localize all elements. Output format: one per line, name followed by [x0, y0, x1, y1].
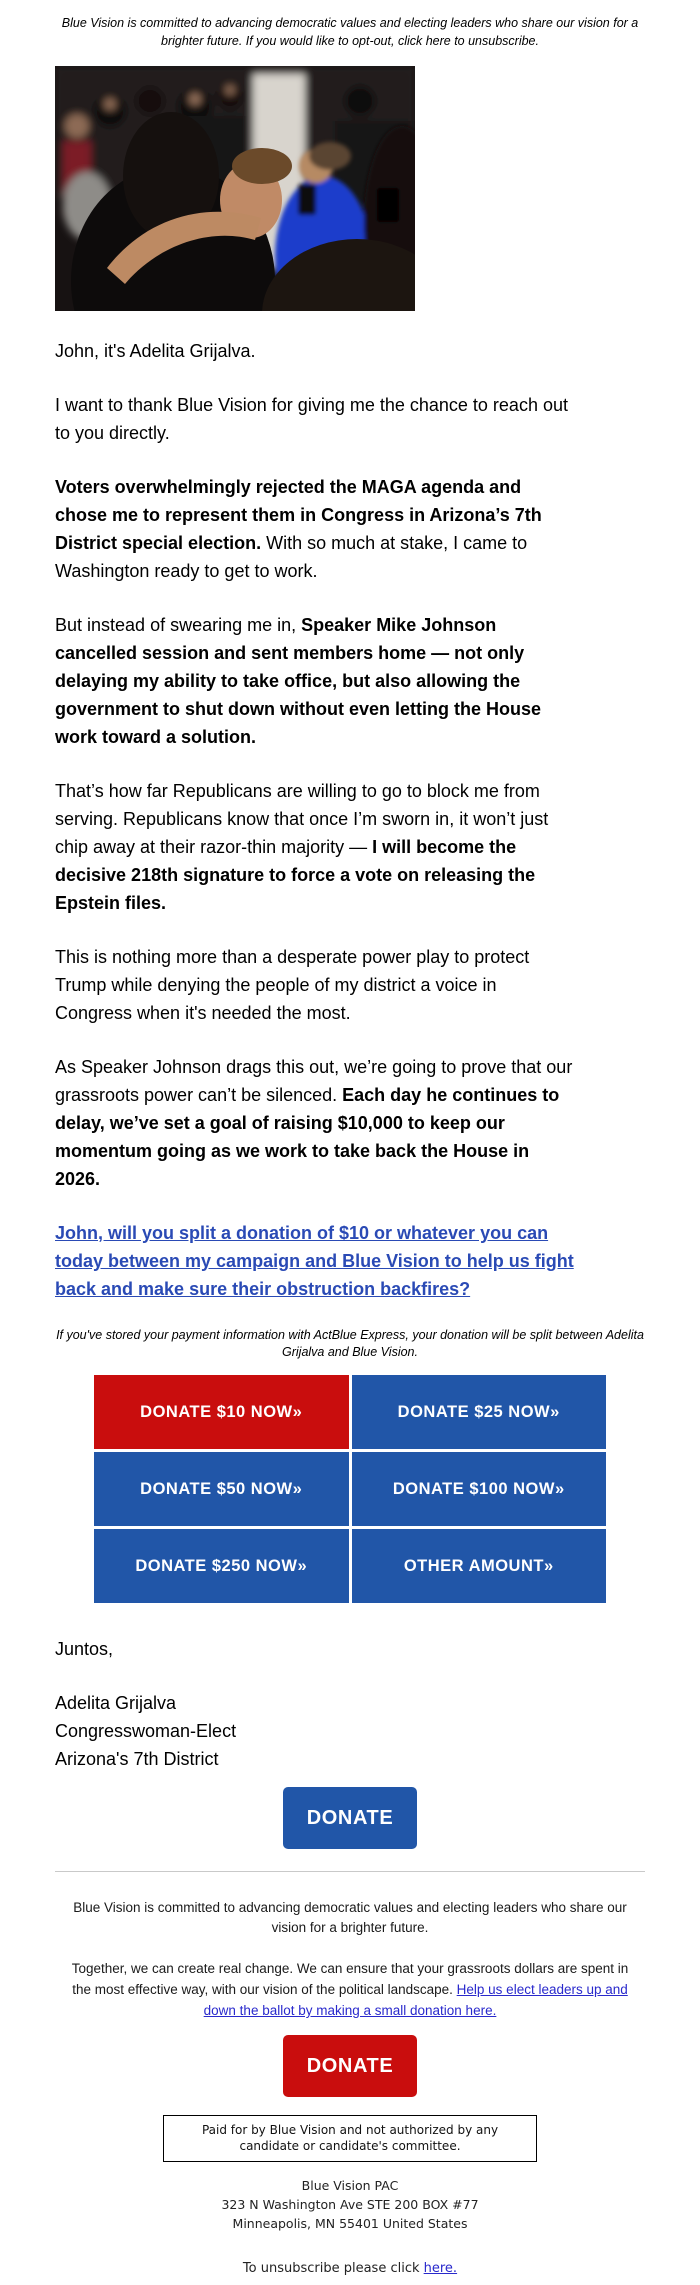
text-line: Congress when it's needed the most. [55, 1003, 351, 1023]
text-run: cancelled session and sent members home — not only [55, 643, 525, 663]
text-line: Together, we can create real change. We can ensure that your grassroots dollars are spent in [71, 1961, 629, 1976]
text-run: With so much at stake, I came to [261, 533, 528, 553]
text-line [55, 1081, 645, 1109]
signature-title: Congresswoman-Elect [55, 1721, 237, 1741]
donate-100-button[interactable]: DONATE $100 NOW» [352, 1452, 607, 1526]
text-line: to you directly. [55, 423, 170, 443]
text-run: 2026. [55, 1169, 101, 1189]
text-run: District special election. [55, 533, 262, 553]
text-run: chose me to represent them in Congress in Arizona’s 7th [55, 505, 542, 525]
text-line [55, 861, 645, 889]
text-line [55, 639, 645, 667]
signoff-salutation: Juntos, [55, 1639, 114, 1659]
text-line [55, 695, 645, 723]
text-run: To unsubscribe please click [242, 2261, 424, 2276]
unsubscribe-link[interactable]: here. [423, 2261, 458, 2276]
paragraph-power-play [55, 943, 645, 1027]
opt-out-unsubscribe-link[interactable]: click here to unsubscribe. [397, 34, 539, 48]
text-run: chip away at their razor-thin majority — [55, 837, 373, 857]
text-run: delay, we’ve set a goal of raising $10,000 to keep our [55, 1113, 505, 1133]
text-line [55, 889, 645, 917]
text-run: grassroots power can’t be silenced. [55, 1085, 343, 1105]
header-disclaimer [55, 14, 645, 50]
text-line: John, it's Adelita Grijalva. [55, 341, 256, 361]
org-city: Minneapolis, MN 55401 United States [232, 2216, 468, 2231]
paragraph-goal [55, 1053, 645, 1193]
paid-for-disclaimer-box [163, 2115, 537, 2162]
org-street: 323 N Washington Ave STE 200 BOX #77 [221, 2197, 479, 2212]
signature-district: Arizona's 7th District [55, 1749, 219, 1769]
text-line [55, 32, 645, 50]
text-run: momentum going as we work to take back the House in [55, 1141, 530, 1161]
text-run: Speaker Mike Johnson [301, 615, 497, 635]
signoff [55, 1635, 645, 1773]
text-line: If you've stored your payment information with ActBlue Express, your donation will be split between Adelita [56, 1328, 644, 1342]
text-line [55, 1137, 645, 1165]
paragraph-speaker-johnson [55, 611, 645, 751]
text-run: Each day he continues to [342, 1085, 560, 1105]
text-line: Trump while denying the people of my district a voice in [55, 975, 497, 995]
text-line: I want to thank Blue Vision for giving me the chance to reach out [55, 395, 568, 415]
text-line [55, 501, 645, 529]
paragraph-greeting [55, 337, 645, 365]
text-line: Blue Vision is committed to advancing democratic values and electing leaders who share our [73, 1900, 627, 1915]
signature-block [55, 1689, 645, 1773]
text-line: Grijalva and Blue Vision. [282, 1345, 418, 1359]
signature-name: Adelita Grijalva [55, 1693, 177, 1713]
text-run: work toward a solution. [55, 727, 257, 747]
text-run: decisive 218th signature to force a vote on releasing the [55, 865, 536, 885]
text-line [55, 833, 645, 861]
footer-pitch [55, 1958, 645, 2021]
celebration-photo-image [55, 66, 415, 311]
text-line: As Speaker Johnson drags this out, we’re going to prove that our [55, 1057, 573, 1077]
text-line: serving. Republicans know that once I’m sworn in, it won’t just [55, 809, 549, 829]
celebration-photo [55, 66, 645, 311]
text-line [55, 529, 645, 557]
text-run: government to shut down without even letting the House [55, 699, 541, 719]
text-line [55, 473, 645, 501]
elect-leaders-donation-link[interactable]: Help us elect leaders up and [456, 1982, 628, 1997]
text-line: candidate or candidate's committee. [239, 2139, 461, 2153]
text-line: John, will you split a donation of $10 or whatever you can [55, 1223, 549, 1243]
text-line: Blue Vision is committed to advancing democratic values and electing leaders who share our vision for a [61, 16, 639, 30]
paragraph-thanks [55, 391, 645, 447]
donate-button-primary[interactable]: DONATE [283, 1787, 417, 1849]
text-line: This is nothing more than a desperate power play to protect [55, 947, 530, 967]
paragraph-republicans [55, 777, 645, 917]
text-line: Paid for by Blue Vision and not authorized by any [201, 2123, 499, 2137]
text-line [55, 1109, 645, 1137]
text-line: That’s how far Republicans are willing to go to block me from [55, 781, 540, 801]
text-line: today between my campaign and Blue Vision to help us fight [55, 1251, 574, 1271]
donate-10-button[interactable]: DONATE $10 NOW» [94, 1375, 349, 1449]
donate-amount-grid [94, 1375, 606, 1603]
text-line [55, 611, 645, 639]
elect-leaders-donation-link[interactable]: down the ballot by making a small donation here. [203, 2003, 497, 2018]
email-body [55, 0, 645, 2276]
footer-divider [55, 1871, 645, 1872]
split-donation-link[interactable] [55, 1219, 645, 1303]
text-line [55, 1979, 645, 2000]
text-line: vision for a brighter future. [271, 1920, 429, 1935]
donate-button-secondary[interactable]: DONATE [283, 2035, 417, 2097]
text-run: brighter future. If you would like to opt-out, [161, 34, 398, 48]
donate-50-button[interactable]: DONATE $50 NOW» [94, 1452, 349, 1526]
text-line: Washington ready to get to work. [55, 561, 318, 581]
actblue-express-note [55, 1327, 645, 1361]
text-line: back and make sure their obstruction backfires? [55, 1279, 471, 1299]
text-run: Voters overwhelmingly rejected the MAGA agenda and [55, 477, 522, 497]
text-run: the most effective way, with our vision of the political landscape. [72, 1982, 457, 1997]
text-line [55, 1165, 645, 1193]
unsubscribe-line [55, 2261, 645, 2276]
text-run: But instead of swearing me in, [55, 615, 302, 635]
other-amount-button[interactable]: OTHER AMOUNT» [352, 1529, 607, 1603]
org-name: Blue Vision PAC [301, 2178, 399, 2193]
organization-address [55, 2176, 645, 2233]
text-run: Epstein files. [55, 893, 167, 913]
paragraph-voters [55, 473, 645, 585]
text-run: delaying my ability to take office, but also allowing the [55, 671, 521, 691]
footer-mission [55, 1898, 645, 1938]
text-line [55, 2000, 645, 2021]
text-run: I will become the [372, 837, 517, 857]
donate-250-button[interactable]: DONATE $250 NOW» [94, 1529, 349, 1603]
donate-25-button[interactable]: DONATE $25 NOW» [352, 1375, 607, 1449]
text-line [55, 667, 645, 695]
text-line [55, 723, 645, 751]
